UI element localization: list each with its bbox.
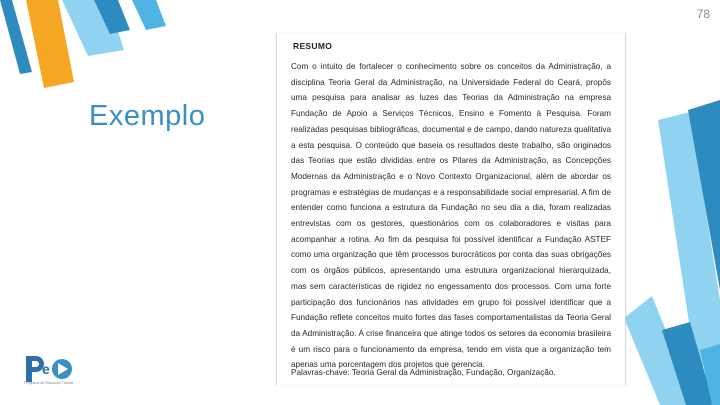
- stripe-top-left-orange: [26, 0, 74, 88]
- document-keywords: Palavras-chave: Teoria Geral da Administração, Fundação, Organização.: [291, 368, 556, 377]
- logo-caption: Programa de Educação Tutorial: [24, 381, 74, 385]
- stripe-top-left-blue-1: [0, 0, 32, 74]
- document-image: [276, 33, 626, 385]
- svg-text:e: e: [42, 361, 50, 377]
- page-number: 78: [696, 7, 710, 21]
- document-body: Com o intuito de fortalecer o conhecimento sobre os conceitos da Administração, a disciplina Teoria Geral da Administração, na Universidade Federal do Ceará, propôs uma pesquisa para analisar as luzes das Teorias da Administração na empresa Fundação de Apoio a Serviços Técnicos, Ensino e Fomento à Pesquisa. Foram realizadas pesquisas bibliográficas, documental e de campo, dando natureza qualitativa a esta pesquisa. O conteúdo que baseia os resultados deste trabalho, são originados das Teorias que estão divididas entre os Pilares da Administração, as Concepções Modernas da Administração e o Novo Contexto Organizacional, além de abordar os programas e estratégias de mudanças e a responsabilidade social empresarial. A fim de entender como funciona a estrutura da Fundação no seu dia a dia, foram realizadas entrevistas com os gestores, questionários com os colaboradores e visitas para acompanhar a rotina. Ao fim da pesquisa foi possível identificar a Fundação ASTEF como uma organização que têm processos burocráticos por conta das suas obrigações com os órgãos públicos, apresentando uma estrutura organizacional hierarquizada, mas sem características de rigidez no engessamento dos processos. Com uma forte participação dos funcionários nas atividades em grupo foi possível identificar que a Fundação reflete conceitos muito fortes das fases comportamentalistas da Teoria Geral da Administração. A crise financeira que atinge todos os setores da economia brasileira é um risco para o funcionamento da empresa, tendo em vista que a organização tem apenas uma porcentagem dos projetos que gerencia.: [291, 62, 611, 370]
- document-heading: RESUMO: [293, 41, 333, 51]
- stripe-top-left-blue-3: [132, 0, 166, 30]
- slide-title: Exemplo: [89, 100, 206, 132]
